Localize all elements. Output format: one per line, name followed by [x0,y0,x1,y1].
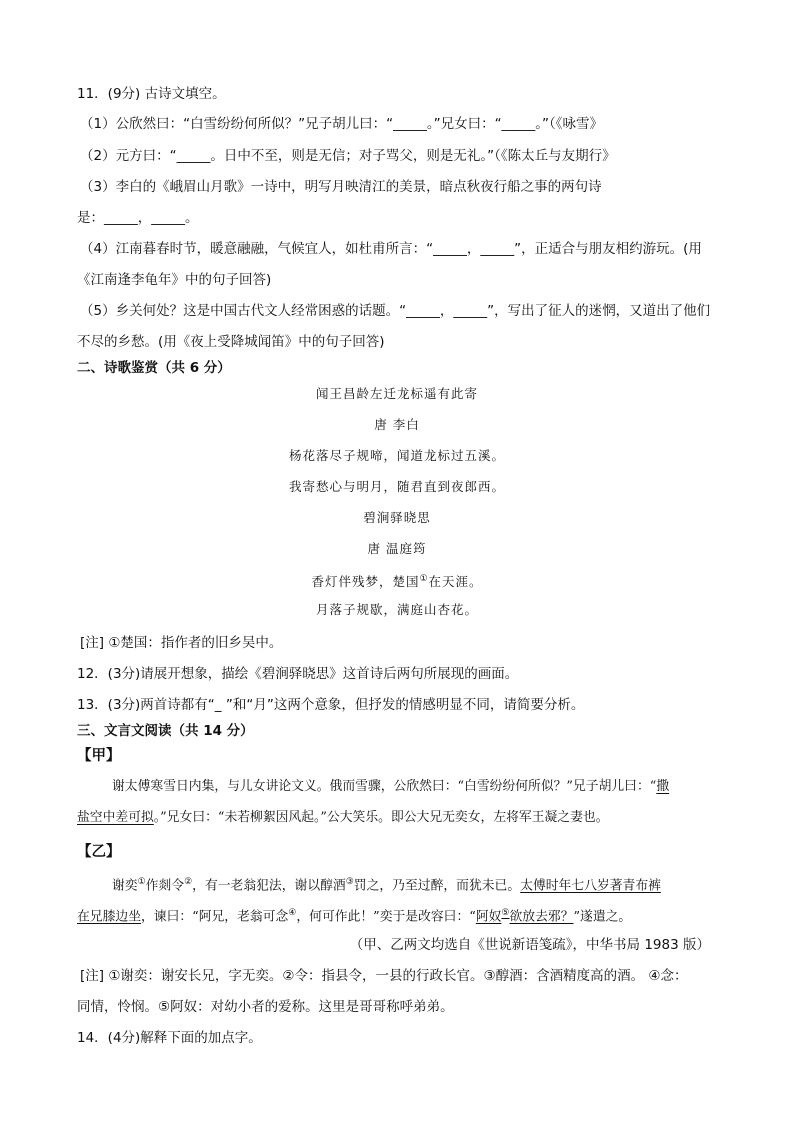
yi-underlined-1: 太傅时年七八岁著青布裤 [520,878,661,894]
poem1-author: 唐 李白 [374,417,420,432]
section-3-heading: 三、文言文阅读（共 14 分） [77,723,254,739]
yi-text-2f: ”遂遣之。 [573,909,632,925]
yi-text-2c: ，何可作此！”奕于是改容曰：“ [296,909,476,925]
note-marker: ⑤ [501,908,510,918]
poem2-line-1a: 香灯伴残梦，楚国 [311,574,420,590]
section-2-heading: 二、诗歌鉴赏（共 6 分） [77,360,231,376]
passage-jia-underlined-1: 撒 [656,779,670,794]
q11-item-4: （4）江南暮春时节，暖意融融，气候宜人，如杜甫所言：“_____，_____”，正适合与朋友相约游玩。(用 [80,241,702,257]
poem1-title: 闻王昌龄左迁龙标遥有此寄 [315,386,478,401]
yi-underlined-2: 在兄膝边坐 [77,909,141,925]
yi-underlined-3b: 欲放去邪？ [509,909,574,925]
passage-jia-text-2b: 。”兄女曰：“未若柳絮因风起。”公大笑乐。即公大兄无奕女，左将军王凝之妻也。 [153,810,609,825]
q11-title: 11．(9分) 古诗文填空。 [77,86,226,102]
yi-text-1c: ，有一老翁犯法，谢以醇酒 [192,878,346,894]
q11-item-4-cont: 《江南逢李龟年》中的句子回答) [77,272,272,288]
q11-item-2: （2）元方曰：“_____。日中不至，则是无信；对子骂父，则是无礼。”（《陈太丘与友期行》 [80,148,616,164]
yi-text-1d: 罚之，乃至过醉，而犹未已。 [353,878,521,894]
q14: 14．(4分)解释下面的加点字。 [77,1030,262,1046]
passage-source: （甲、乙两文均选自《世说新语笺疏》，中华书局 1983 版） [349,937,710,953]
note-marker: ① [137,877,146,887]
passage-jia-line-2 [77,808,609,828]
passage-jia-text-1a: 谢太傅寒雪日内集，与儿女讲论文义。俄而雪骤，公欣然曰：“白雪纷纷何所似？”兄子胡儿曰：“ [112,779,657,794]
passage-jia-underlined-2: 盐空中差可拟 [77,810,154,825]
passage-yi-line-1 [112,872,661,896]
poem2-line-2: 月落子规歇，满庭山杏花。 [315,602,478,617]
q11-item-3-cont: 是：_____，_____。 [77,210,199,226]
note-marker: ③ [345,877,354,887]
yi-text-1b: 作剡令 [145,878,185,894]
poem1-line-1: 杨花落尽子规啼，闻道龙标过五溪。 [288,448,505,463]
poem-note: [注] ①楚国：指作者的旧乡吴中。 [80,635,283,651]
poem2-line-1 [0,570,794,591]
passage-note-1: [注] ①谢奕：谢安长兄，字无奕。②令：指县令，一县的行政长官。③醇酒：含酒精度高的酒。 ④念： [80,968,688,984]
yi-underlined-3a: 阿奴 [475,909,502,925]
note-marker: ④ [288,908,297,918]
yi-text-1a: 谢奕 [112,878,138,894]
poem2-author: 唐 温庭筠 [367,541,427,556]
q11-item-3: （3）李白的《峨眉山月歌》一诗中，明写月映清江的美景，暗点秋夜行船之事的两句诗 [80,179,602,195]
poem2-line-1b: 在天涯。 [428,574,483,590]
passage-yi-line-2 [77,903,631,927]
passage-yi-label: 【乙】 [77,844,121,860]
note-marker: ① [419,574,429,584]
passage-note-2: 同情，怜悯。⑤阿奴：对幼小者的爱称。这里是哥哥称呼弟弟。 [77,999,454,1015]
q11-item-1: （1）公欣然曰：“白雪纷纷何所似？”兄子胡儿曰：“_____。”兄女曰：“_____。”（《咏雪》 [80,116,604,132]
q12: 12．(3分)请展开想象，描绘《碧涧驿晓思》这首诗后两句所展现的画面。 [77,666,519,682]
q11-item-5-cont: 不尽的乡愁。(用《夜上受降城闻笛》中的句子回答) [77,334,385,350]
note-marker: ② [184,877,193,887]
passage-jia-label: 【甲】 [77,748,121,764]
q13: 13．(3分)两首诗都有“_ ”和“月”这两个意象，但抒发的情感明显不同，请简要分析。 [77,697,585,713]
poem1-line-2: 我寄愁心与明月，随君直到夜郎西。 [288,479,505,494]
q11-item-5: （5）乡关何处？这是中国古代文人经常困惑的话题。“_____，_____”，写出了征人的迷惘，又道出了他们 [80,303,711,319]
passage-jia-line-1 [112,777,669,797]
yi-text-2b: ，谏曰：“阿兄，老翁可念 [140,909,289,925]
poem2-title: 碧涧驿晓思 [363,510,431,525]
